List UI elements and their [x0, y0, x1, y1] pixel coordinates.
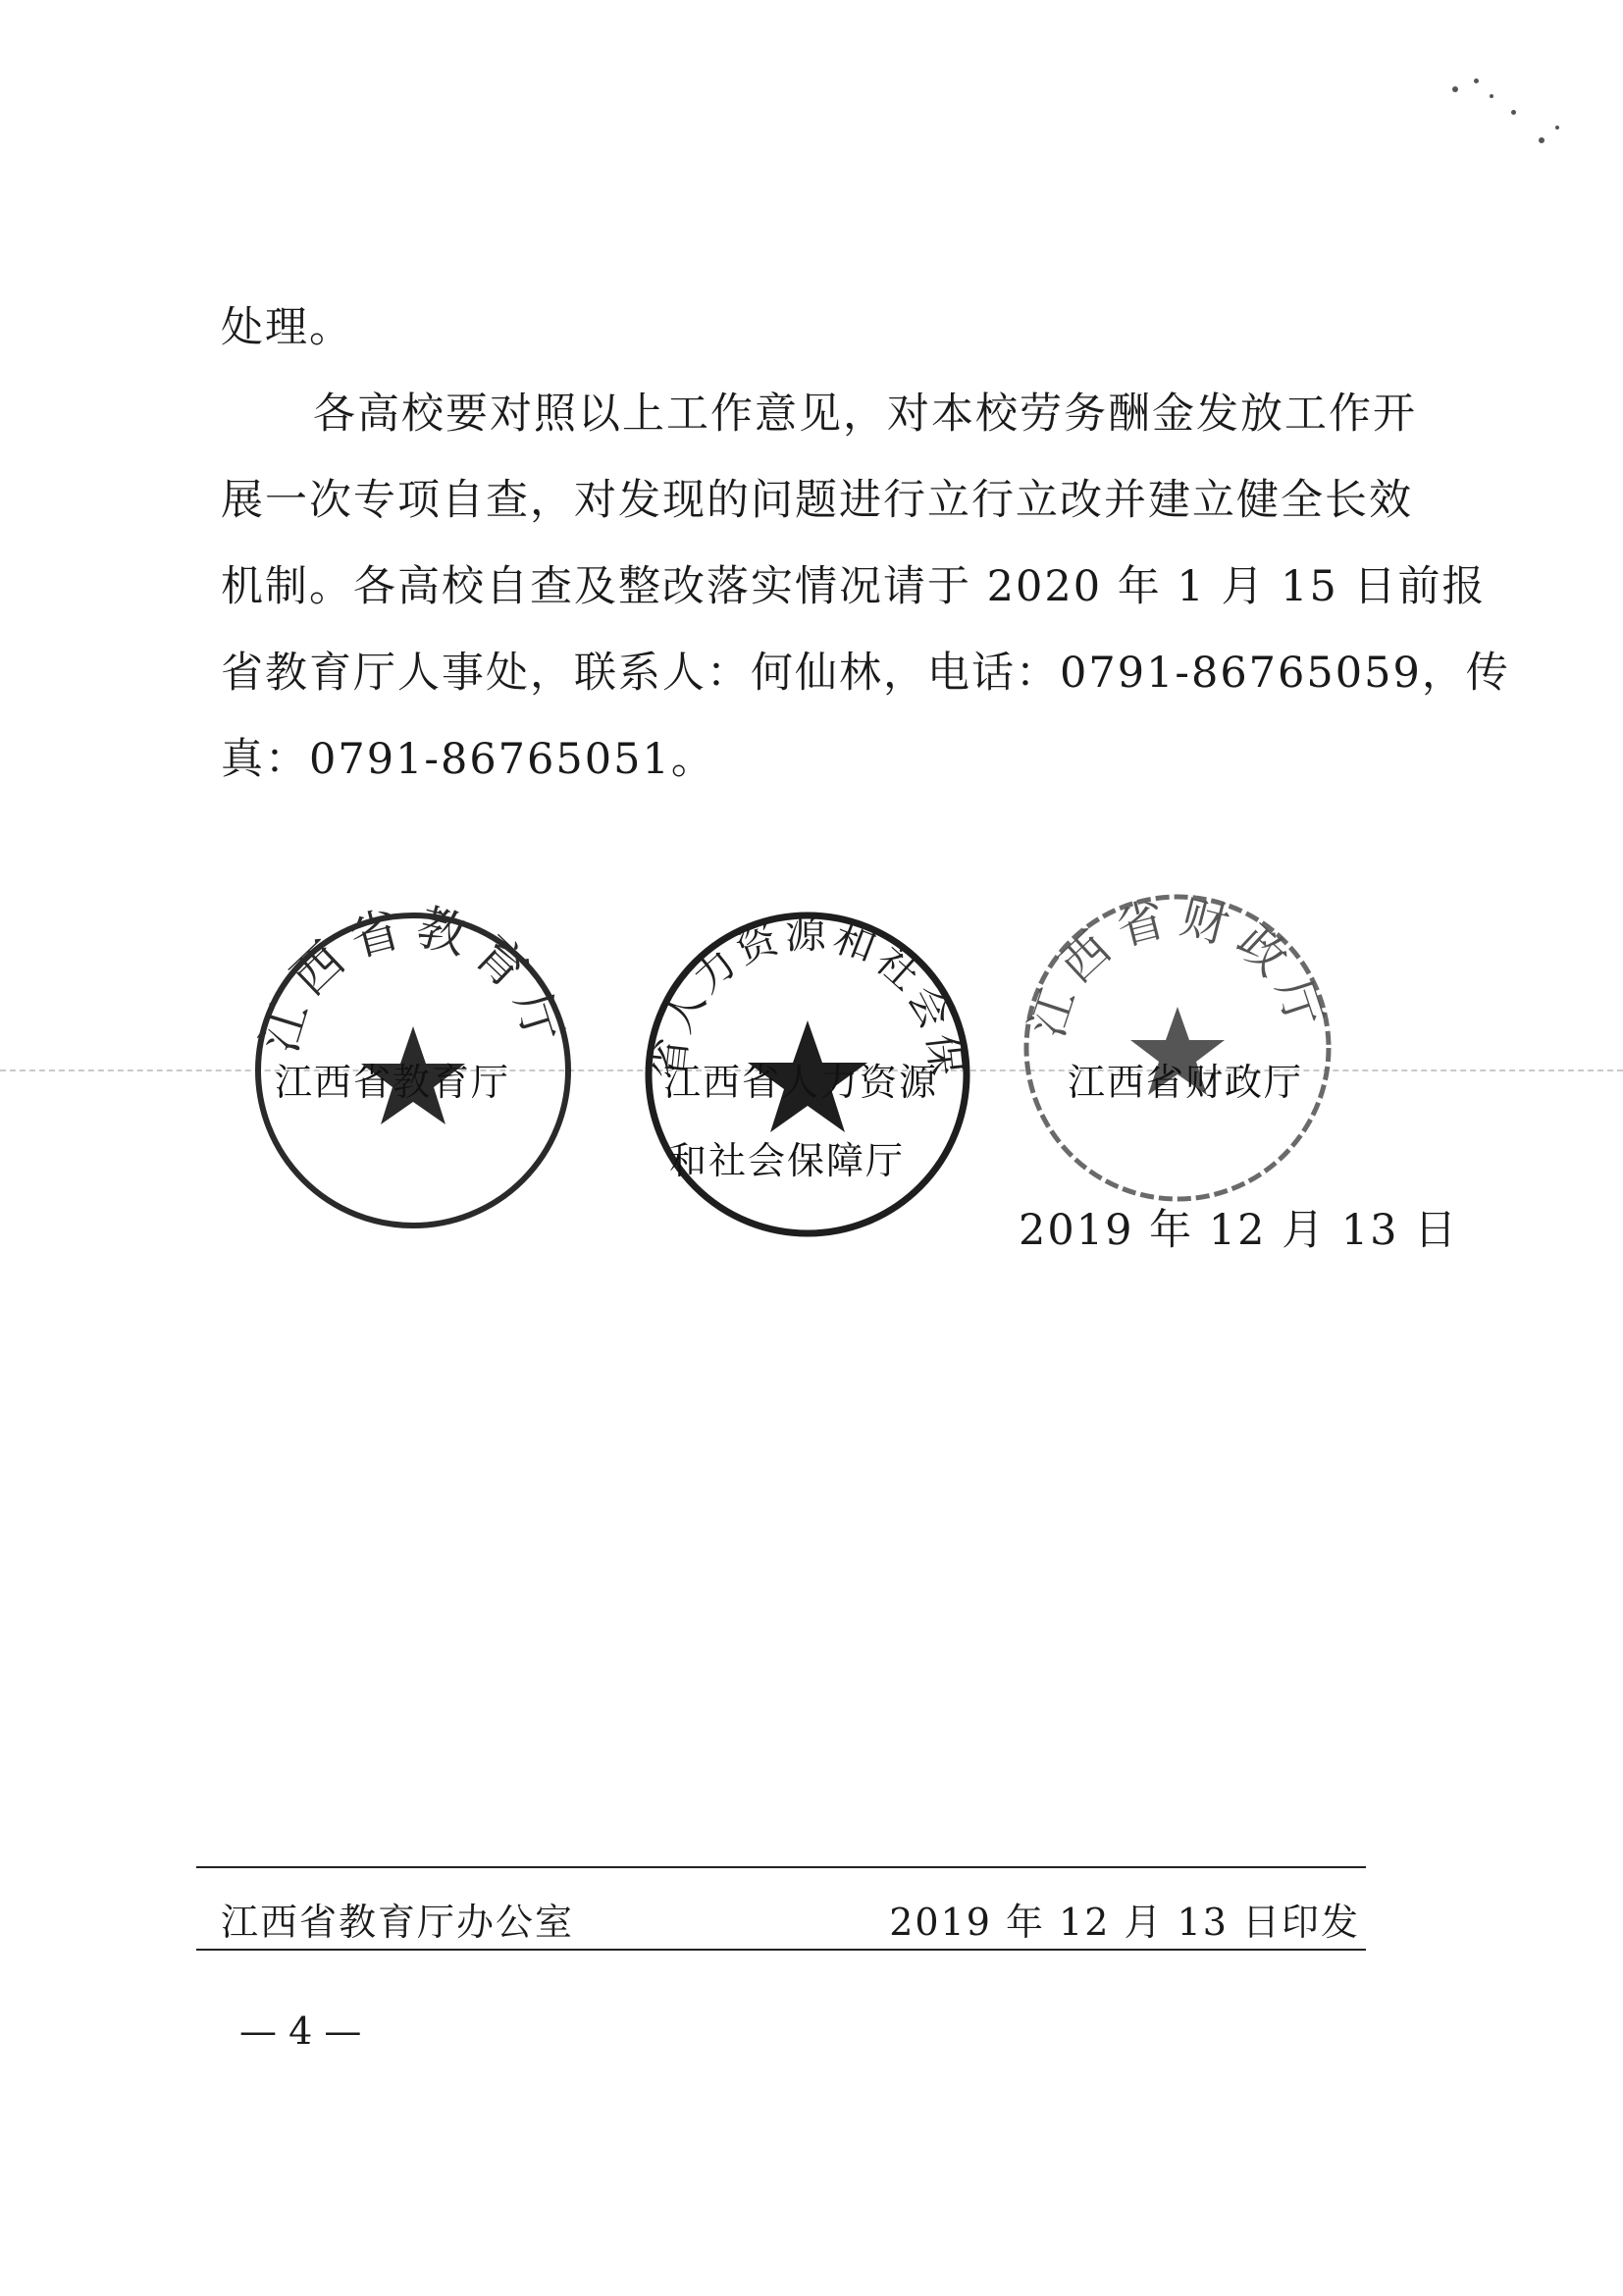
body-line: 展一次专项自查，对发现的问题进行立行立改并建立健全长效 — [221, 476, 1413, 525]
scan-speck — [1555, 126, 1559, 130]
body-line: 处理。 — [221, 303, 353, 352]
footer-issuing-office: 江西省教育厅办公室 — [221, 1901, 575, 1944]
seal-ring-text: 江西省教育厅 — [250, 898, 576, 1060]
footer-bottom-rule — [196, 1949, 1366, 1951]
body-line: 真：0791-86765051。 — [221, 735, 715, 784]
seal-label-finance: 江西省财政厅 — [1068, 1061, 1304, 1104]
body-line: 省教育厅人事处，联系人：何仙林，电话：0791-86765059，传 — [221, 649, 1510, 698]
footer-top-rule — [196, 1866, 1366, 1868]
page-number: — 4 — — [239, 2009, 362, 2053]
body-line: 机制。各高校自查及整改落实情况请于 2020 年 1 月 15 日前报 — [221, 562, 1487, 611]
scan-speck — [1452, 86, 1458, 92]
body-text — [221, 285, 1510, 803]
seal-ring-text: 江西省人力资源和社会保障厅 — [620, 872, 971, 1082]
seal-label-hrss-line2: 和社会保障厅 — [669, 1139, 906, 1182]
scan-speck — [1490, 94, 1493, 98]
body-line: 各高校要对照以上工作意见，对本校劳务酬金发放工作开 — [313, 390, 1417, 439]
scan-speck — [1474, 78, 1479, 83]
scan-speck — [1539, 137, 1544, 143]
official-seal-finance — [1021, 891, 1335, 1205]
seal-ring-text: 江西省财政厅 — [1019, 889, 1336, 1044]
scan-speck — [1511, 110, 1516, 115]
seal-label-hrss-line1: 江西省人力资源 — [663, 1061, 939, 1104]
signature-date: 2019 年 12 月 13 日 — [1019, 1206, 1459, 1255]
seal-label-education: 江西省教育厅 — [275, 1061, 511, 1104]
footer-issue-date: 2019 年 12 月 13 日印发 — [889, 1901, 1360, 1944]
